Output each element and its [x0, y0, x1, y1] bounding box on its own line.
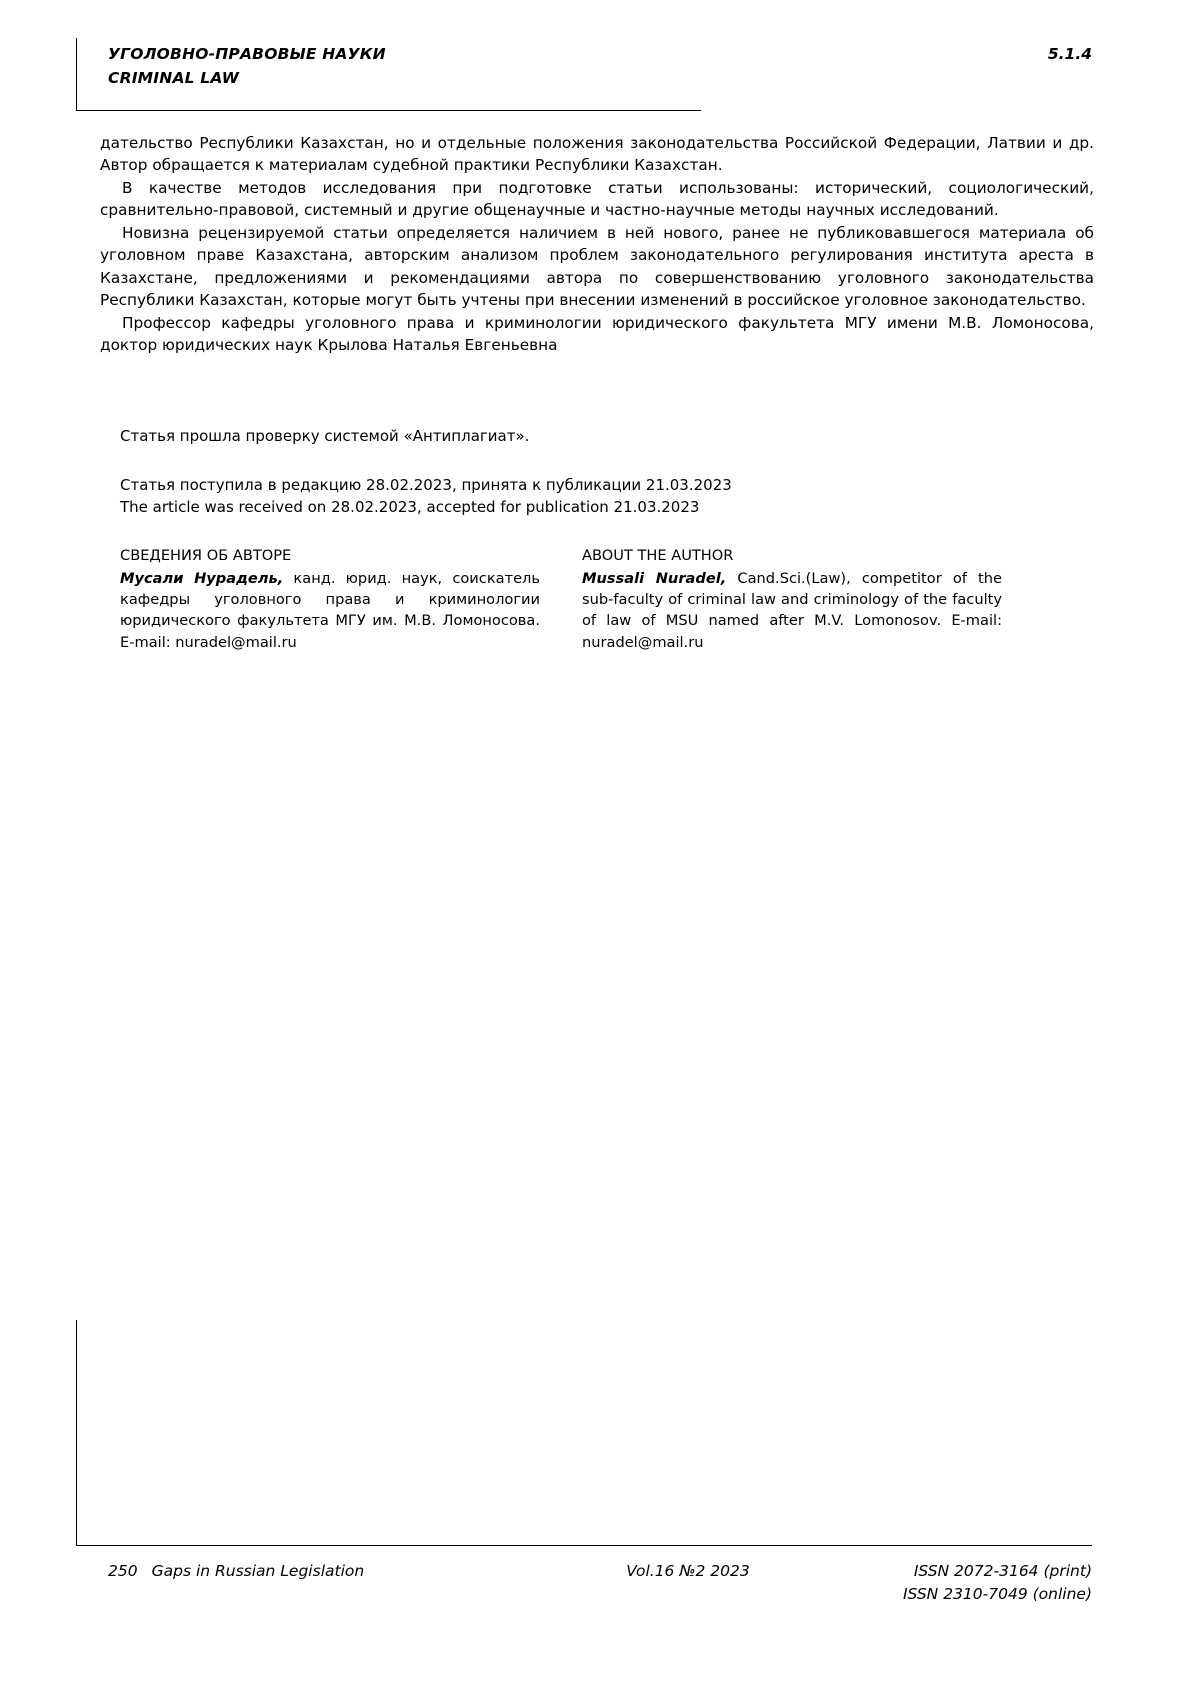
- header-section-code: 5.1.4: [1047, 45, 1092, 63]
- received-note-ru: Статья поступила в редакцию 28.02.2023, принята к публикации 21.03.2023: [120, 475, 732, 494]
- main-body-text: [100, 132, 1094, 357]
- header-horizontal-rule: [76, 110, 701, 111]
- author-info-ru: [120, 545, 540, 653]
- author-name-ru: Мусали Нурадель,: [120, 570, 284, 588]
- journal-name: Gaps in Russian Legislation: [151, 1562, 365, 1580]
- header-titles: [108, 42, 386, 90]
- author-name-en: Mussali Nuradel,: [582, 570, 727, 588]
- author-info-ru-body: [120, 568, 540, 653]
- footer-horizontal-rule: [76, 1545, 1092, 1546]
- author-info-en: [582, 545, 1002, 653]
- antiplagiat-note: Статья прошла проверку системой «Антиплагиат».: [120, 427, 530, 445]
- footer-vertical-rule: [76, 1320, 77, 1545]
- page-footer: [108, 1560, 1092, 1607]
- footer-left-group: [108, 1560, 538, 1583]
- publication-notes: [120, 425, 1080, 519]
- page-header: [108, 42, 1092, 90]
- paragraph-2: В качестве методов исследования при подготовке статьи использованы: исторический, социологический, сравнительно-правовой, системный и другие общенаучные и частно-научные методы научных исследований.: [100, 178, 1094, 220]
- author-details-en: Cand.Sci.(Law), competitor of the sub-faculty of criminal law and criminology of the faculty of law of MSU named after M.V. Lomonosov. E-mail: nuradel@mail.ru: [582, 570, 1002, 651]
- issn-group: [838, 1560, 1092, 1607]
- header-title-ru: УГОЛОВНО-ПРАВОВЫЕ НАУКИ: [108, 45, 386, 63]
- issue-info: Vol.16 №2 2023: [626, 1562, 750, 1580]
- author-info-ru-heading: СВЕДЕНИЯ ОБ АВТОРЕ: [120, 547, 292, 564]
- paragraph-3: Новизна рецензируемой статьи определяется наличием в ней нового, ранее не публиковавшегося материала об уголовном праве Казахстана, авторским анализом проблем законодательного регулирования института ареста в Казахстане, предложениями и рекомендациями автора по совершенствованию уголовного законодательства Республики Казахстан, которые могут быть учтены при внесении изменений в российское уголовное законодательство.: [100, 223, 1094, 310]
- paragraph-1: дательство Республики Казахстан, но и отдельные положения законодательства Российской Федерации, Латвии и др. Автор обращается к материалам судебной практики Республики Казахстан.: [100, 134, 1094, 175]
- issn-print: ISSN 2072-3164 (print): [913, 1562, 1092, 1580]
- author-info-en-body: [582, 568, 1002, 653]
- author-info-block: [120, 545, 1080, 653]
- issn-online: ISSN 2310-7049 (online): [902, 1585, 1092, 1604]
- received-note-en: The article was received on 28.02.2023, accepted for publication 21.03.2023: [120, 498, 700, 516]
- paragraph-4-reviewer: Профессор кафедры уголовного права и криминологии юридического факультета МГУ имени М.В. Ломоносова, доктор юридических наук Крылова Наталья Евгеньевна: [100, 313, 1094, 355]
- header-title-en: CRIMINAL LAW: [108, 69, 240, 88]
- author-details-ru: канд. юрид. наук, соискатель кафедры уголовного права и криминологии юридического факультета МГУ им. М.В. Ломоносова. E-mail: nuradel@mail.ru: [120, 570, 540, 651]
- page-number: 250: [108, 1562, 138, 1580]
- header-vertical-rule: [76, 38, 77, 110]
- author-info-en-heading: ABOUT THE AUTHOR: [582, 547, 734, 564]
